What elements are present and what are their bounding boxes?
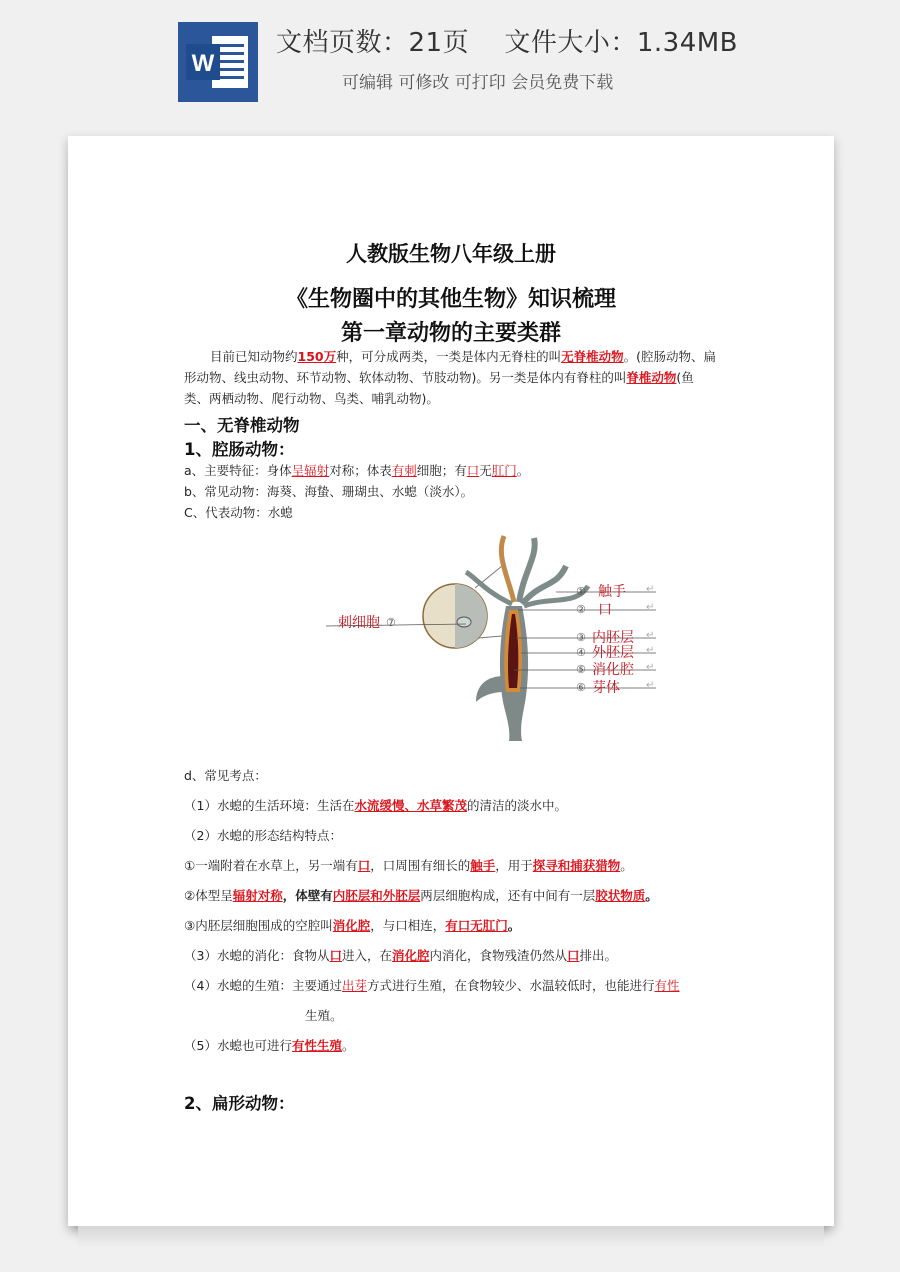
doc-title-grade: 人教版生物八年级上册 bbox=[346, 242, 556, 266]
label-cnidocyte: 刺细胞 bbox=[338, 615, 380, 631]
answer-animal-count: 150万 bbox=[297, 349, 337, 364]
point-habitat: （1）水螅的生活环境：生活在水流缓慢、水草繁茂的清洁的淡水中。 bbox=[184, 798, 567, 813]
point-structure-1: ①一端附着在水草上，另一端有口，口周围有细长的触手，用于探寻和捕获猎物。 bbox=[184, 858, 633, 873]
label-bud: 芽体 bbox=[592, 680, 620, 696]
download-banner bbox=[0, 0, 900, 118]
subsection-heading-coelenterates: 1、腔肠动物： bbox=[184, 440, 295, 459]
answer-vertebrate: 脊椎动物 bbox=[626, 370, 677, 385]
representative-line-c: C、代表动物：水螅 bbox=[184, 505, 293, 520]
doc-title-book: 《生物圈中的其他生物》知识梳理 bbox=[285, 287, 616, 312]
doc-title-chapter: 第一章动物的主要类群 bbox=[340, 321, 561, 346]
point-reproduction-cont: 生殖。 bbox=[305, 1008, 343, 1023]
file-info-title: 文档页数：21页 文件大小：1.34MB bbox=[276, 28, 739, 58]
word-document-icon bbox=[178, 22, 258, 102]
exam-points-heading: d、常见考点： bbox=[184, 768, 267, 783]
label-tentacle: 触手 bbox=[598, 584, 626, 600]
point-sexual-reproduction: （5）水螅也可进行有性生殖。 bbox=[184, 1038, 355, 1053]
point-structure-2: ②体型呈辐射对称，体壁有内胚层和外胚层两层细胞构成，还有中间有一层胶状物质。 bbox=[184, 888, 658, 903]
label-endoderm: 内胚层 bbox=[592, 630, 634, 646]
subsection-heading-flatworms: 2、扁形动物： bbox=[184, 1094, 295, 1113]
hydra-diagram: ① 触手 ↵ ② 口 ↵ ③ 内胚层 ↵ ④ 外胚层 ↵ ⑤ 消化腔 ↵ ⑥ 芽体 ↵ 刺细胞 ⑦ bbox=[326, 526, 666, 751]
document-page bbox=[68, 136, 834, 1226]
label-digestive-cavity: 消化腔 bbox=[592, 662, 634, 678]
label-mouth: 口 bbox=[598, 602, 612, 618]
point-digestion: （3）水螅的消化：食物从口进入，在消化腔内消化，食物残渣仍然从口排出。 bbox=[184, 948, 618, 963]
page-shadow bbox=[78, 1226, 824, 1248]
file-info-subtitle: 可编辑 可修改 可打印 会员免费下载 bbox=[342, 73, 614, 93]
point-structure-heading: （2）水螅的形态结构特点： bbox=[184, 828, 342, 843]
point-structure-3: ③内胚层细胞围成的空腔叫消化腔，与口相连，有口无肛门。 bbox=[184, 918, 521, 933]
common-animals-line-b: b、常见动物：海葵、海蛰、珊瑚虫、水螅（淡水）。 bbox=[184, 484, 474, 499]
point-reproduction: （4）水螅的生殖：主要通过出芽方式进行生殖，在食物较少、水温较低时，也能进行有性 bbox=[184, 978, 680, 993]
section-heading-invertebrates: 一、无脊椎动物 bbox=[184, 416, 300, 435]
intro-paragraph: 目前已知动物约150万种，可分成两类，一类是体内无脊柱的叫无脊椎动物。(腔肠动物、扁形动物、线虫动物、环节动物、软体动物、节肢动物)。另一类是体内有脊柱的叫脊椎动物(鱼类、两栖动物、爬行动物、鸟类、哺乳动物)。 bbox=[184, 349, 717, 406]
label-ectoderm: 外胚层 bbox=[592, 645, 634, 661]
feature-line-a: a、主要特征：身体呈辐射对称；体表有刺细胞；有口无肛门。 bbox=[184, 463, 530, 478]
answer-invertebrate: 无脊椎动物 bbox=[561, 349, 624, 364]
word-icon-letter: W bbox=[191, 50, 215, 77]
